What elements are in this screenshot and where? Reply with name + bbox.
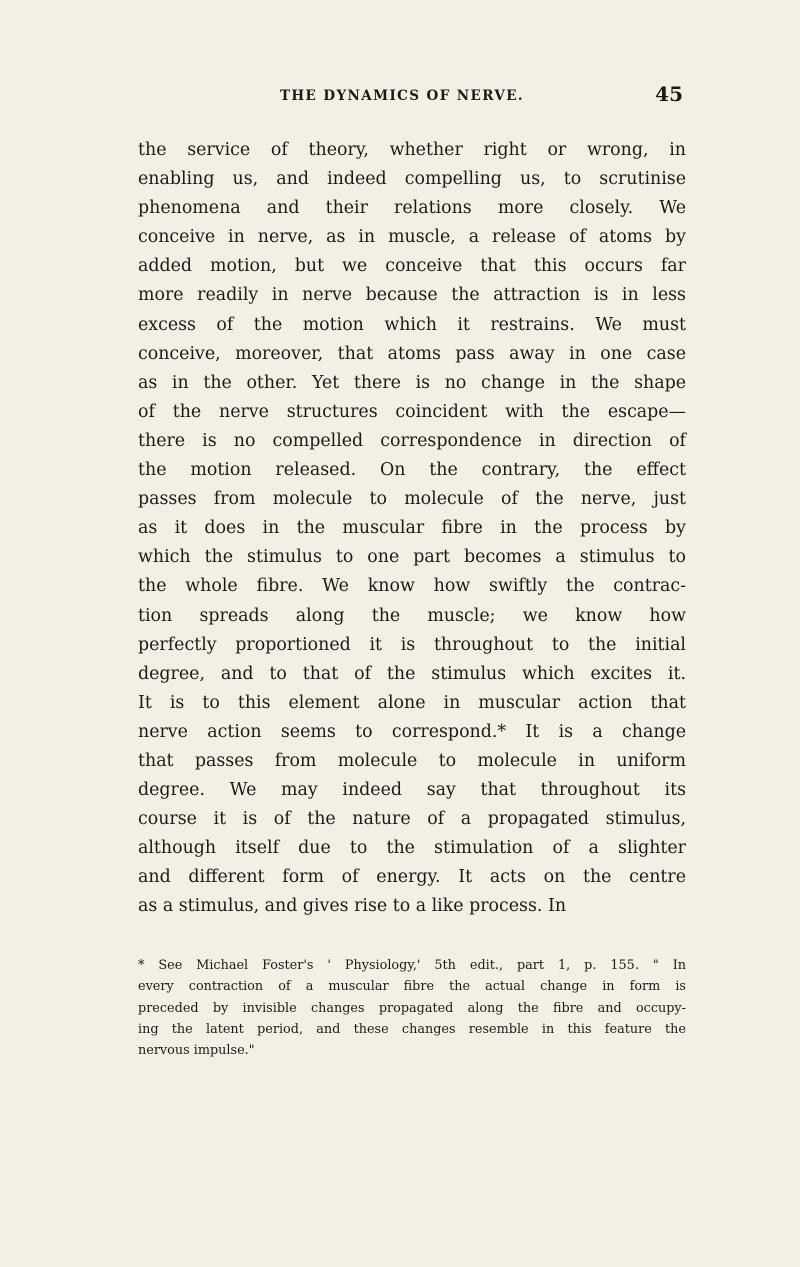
body-line-18: perfectly proportioned it is throughout to the initial — [138, 634, 686, 655]
body-line-17: tion spreads along the muscle; we know how — [138, 605, 686, 626]
footnote-line-2: every contraction of a muscular fibre the actual change in form is — [138, 979, 686, 995]
body-line-26: and different form of energy. It acts on the centre — [138, 867, 686, 888]
body-line-14: as it does in the muscular fibre in the process by — [138, 518, 686, 539]
footnote-line-4: ing the latent period, and these changes resemble in this feature the — [138, 1021, 686, 1037]
body-line-11: there is no compelled correspondence in direction of — [138, 430, 686, 451]
page-number: 45 — [655, 82, 683, 106]
running-header: THE DYNAMICS OF NERVE. — [279, 88, 525, 104]
body-line-22: that passes from molecule to molecule in uniform — [138, 750, 686, 771]
body-line-25: although itself due to the stimulation of a slighter — [138, 838, 686, 859]
body-line-8: conceive, moreover, that atoms pass away in one case — [138, 343, 686, 364]
body-line-4: conceive in nerve, as in muscle, a release of atoms by — [138, 227, 686, 248]
footnote — [138, 955, 686, 1061]
body-line-16: the whole fibre. We know how swiftly the contrac- — [138, 576, 686, 597]
main-paragraph — [138, 136, 686, 922]
body-line-20: It is to this element alone in muscular action that — [138, 692, 686, 713]
body-line-27: as a stimulus, and gives rise to a like process. In — [138, 896, 567, 917]
body-line-12: the motion released. On the contrary, the effect — [138, 460, 686, 481]
body-line-15: which the stimulus to one part becomes a stimulus to — [138, 547, 686, 568]
body-line-1: the service of theory, whether right or wrong, in — [138, 140, 686, 160]
footnote-line-1: * See Michael Foster's ' Physiology,' 5th edit., part 1, p. 155. " In — [138, 958, 686, 973]
footnote-line-5: nervous impulse." — [138, 1043, 255, 1059]
footnote-line-3: preceded by invisible changes propagated along the fibre and occupy- — [138, 1000, 686, 1016]
body-line-9: as in the other. Yet there is no change in the shape — [138, 372, 686, 393]
body-line-6: more readily in nerve because the attraction is in less — [138, 285, 686, 306]
body-line-13: passes from molecule to molecule of the nerve, just — [138, 489, 686, 510]
body-line-5: added motion, but we conceive that this occurs far — [138, 256, 686, 277]
body-line-10: of the nerve structures coincident with the escape— — [138, 401, 686, 422]
body-line-2: enabling us, and indeed compelling us, to scrutinise — [138, 169, 686, 190]
body-line-24: course it is of the nature of a propagated stimulus, — [138, 809, 686, 830]
body-line-7: excess of the motion which it restrains. We must — [138, 314, 686, 335]
body-line-23: degree. We may indeed say that throughout its — [138, 780, 686, 801]
body-line-21: nerve action seems to correspond.* It is a change — [138, 721, 686, 742]
body-line-3: phenomena and their relations more closely. We — [138, 198, 686, 219]
body-line-19: degree, and to that of the stimulus which excites it. — [138, 663, 686, 684]
